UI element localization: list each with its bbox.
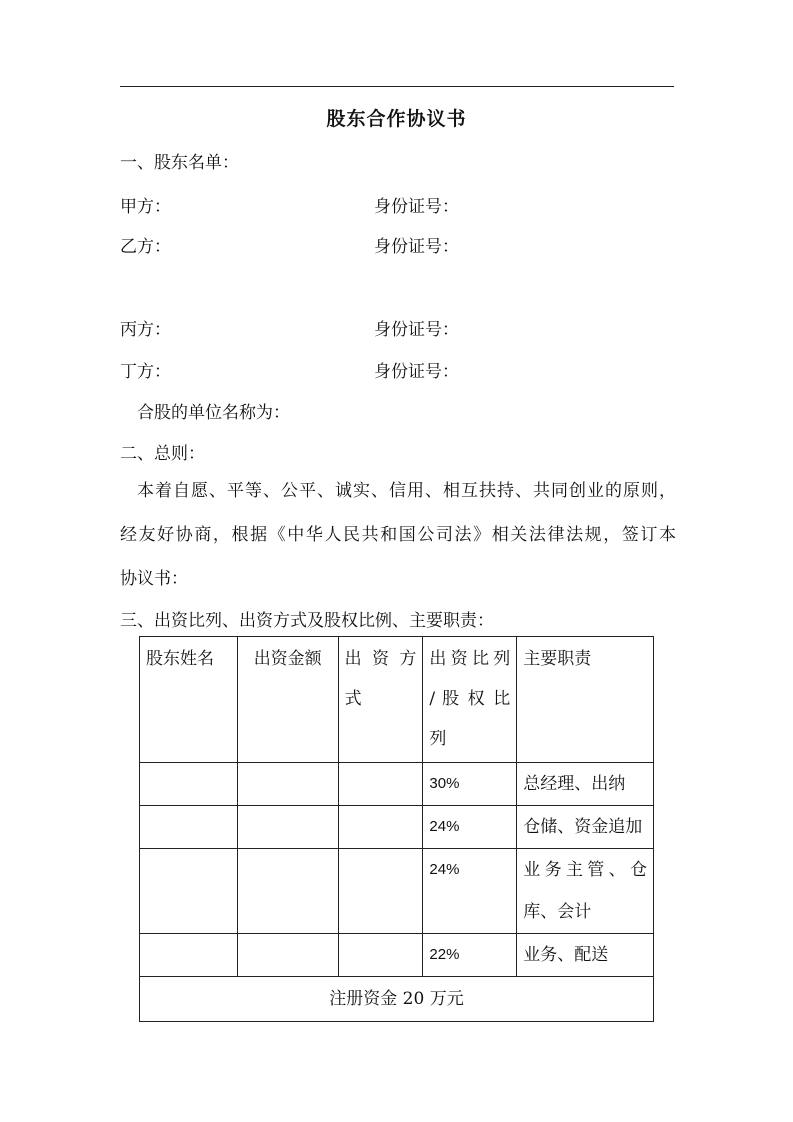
party-a-label: 甲方： (120, 197, 171, 217)
section-1-heading: 一、股东名单： (120, 153, 239, 173)
table-row (140, 763, 654, 806)
party-c-id-label: 身份证号： (374, 320, 459, 340)
table-cell (237, 763, 338, 806)
duty-cell: 业务主管、仓 库、会计 (517, 849, 654, 934)
table-cell (140, 763, 238, 806)
table-footer-row (140, 977, 654, 1022)
party-c-label: 丙方： (120, 320, 171, 340)
ratio-cell: 24% (423, 806, 517, 849)
company-name-line: 合股的单位名称为： (137, 403, 290, 423)
table-cell (140, 849, 238, 934)
principles-line: 本着自愿、平等、公平、诚实、信用、相互扶持、共同创业的原则， (137, 481, 676, 501)
ratio-cell: 22% (423, 934, 517, 977)
table-cell (237, 934, 338, 977)
table-row (140, 849, 654, 934)
principles-line: 协议书： (120, 569, 188, 589)
shareholder-table (139, 636, 654, 1022)
header-contribution-method: 出 资 方 式 (338, 637, 423, 763)
table-header-row (140, 637, 654, 763)
duty-cell: 总经理、出纳 (517, 763, 654, 806)
table-cell (237, 849, 338, 934)
header-capital-amount: 出资金额 (237, 637, 338, 763)
registered-capital-cell: 注册资金 20 万元 (140, 977, 654, 1022)
ratio-cell: 30% (423, 763, 517, 806)
table-cell (338, 806, 423, 849)
party-d-id-label: 身份证号： (374, 362, 459, 382)
section-3-heading: 三、出资比列、出资方式及股权比例、主要职责： (120, 611, 494, 631)
table-cell (140, 934, 238, 977)
section-2-heading: 二、总则： (120, 444, 205, 464)
table-cell (338, 763, 423, 806)
duty-cell: 业务、配送 (517, 934, 654, 977)
duty-cell: 仓储、资金追加 (517, 806, 654, 849)
table-cell (338, 849, 423, 934)
table-cell (237, 806, 338, 849)
document-title: 股东合作协议书 (326, 108, 467, 130)
table-cell (338, 934, 423, 977)
header-shareholder-name: 股东姓名 (140, 637, 238, 763)
header-rule (120, 86, 674, 87)
party-b-id-label: 身份证号： (374, 237, 459, 257)
principles-line: 经友好协商，根据《中华人民共和国公司法》相关法律法规，签订本 (120, 525, 676, 545)
header-share-ratio: 出资比列 / 股 权 比 列 (423, 637, 517, 763)
ratio-cell: 24% (423, 849, 517, 934)
table-row (140, 806, 654, 849)
party-b-label: 乙方： (120, 237, 171, 257)
table-cell (140, 806, 238, 849)
table-row (140, 934, 654, 977)
party-a-id-label: 身份证号： (374, 197, 459, 217)
principles-paragraph (120, 469, 676, 601)
party-d-label: 丁方： (120, 362, 171, 382)
header-main-duties: 主要职责 (517, 637, 654, 763)
